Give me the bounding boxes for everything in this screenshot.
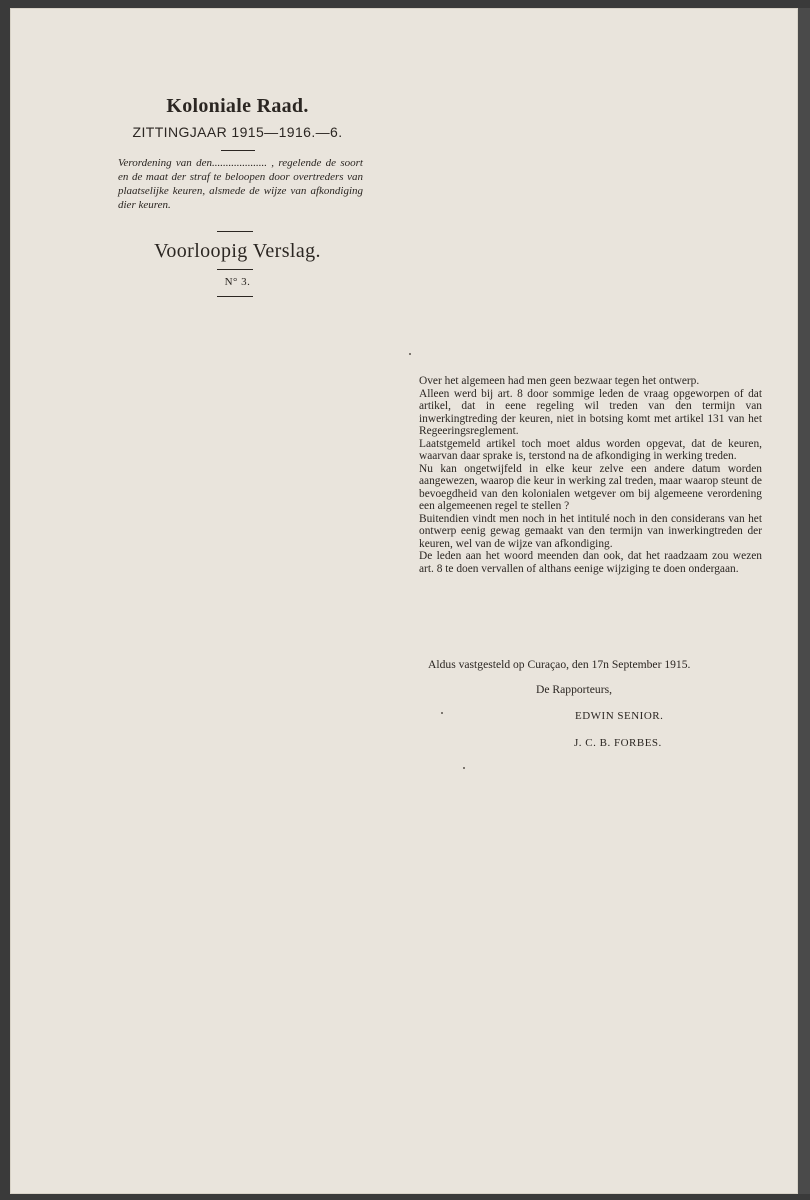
speck (441, 712, 443, 714)
closing-statement: Aldus vastgesteld op Curaçao, den 17n September 1915. (428, 658, 691, 671)
paragraph: Laatstgemeld artikel toch moet aldus worden opgevat, dat de keuren, waarvan daar sprake is, terstond na de afkondiging in werking treden. (419, 437, 762, 462)
ordinance-subject: Verordening van den.................... , regelende de soort en de maat der straf te beloopen door overtreders van plaatselijke keuren, alsmede de wijze van afkondiging dier keuren. (118, 157, 363, 211)
scan-edge (798, 8, 810, 1194)
rapporteurs-label: De Rapporteurs, (536, 683, 612, 696)
speck (463, 767, 465, 769)
divider (221, 150, 255, 151)
divider (217, 231, 253, 232)
speck (409, 353, 411, 355)
divider (217, 269, 253, 270)
paragraph: Alleen werd bij art. 8 door sommige leden de vraag opgeworpen of dat artikel, dat in eene regeling wil treden van den termijn van inwerkingtreding der keuren, niet in botsing komt met artikel 131 van het Regeeringsreglement. (419, 387, 762, 437)
paragraph: Buitendien vindt men noch in het intitulé noch in den considerans van het ontwerp eenig gewag gemaakt van den termijn van inwerkingtreden der keuren, wel van de wijze van afkondiging. (419, 512, 762, 550)
paragraph: De leden aan het woord meenden dan ook, dat het raadzaam zou wezen art. 8 te doen vervallen of althans eenige wijziging te doen ondergaan. (419, 550, 762, 575)
paragraph: Over het algemeen had men geen bezwaar tegen het ontwerp. (419, 375, 700, 387)
council-title: Koloniale Raad. (166, 95, 309, 117)
signatory: J. C. B. FORBES. (574, 737, 662, 749)
session-year: ZITTINGJAAR 1915—1916.—6. (132, 124, 343, 140)
divider (217, 296, 253, 297)
document-number: N° 3. (224, 276, 251, 288)
paragraph: Nu kan ongetwijfeld in elke keur zelve een andere datum worden aangewezen, waarop die keur in werking zal treden, maar waarop steunt de bevoegdheid van den kolonialen wetgever om bij algemeene verordening een algemeenen regel te stellen ? (419, 462, 762, 512)
signatory: EDWIN SENIOR. (575, 710, 664, 722)
header-block (110, 95, 365, 161)
report-title: Voorloopig Verslag. (154, 240, 321, 262)
report-body (419, 375, 762, 575)
